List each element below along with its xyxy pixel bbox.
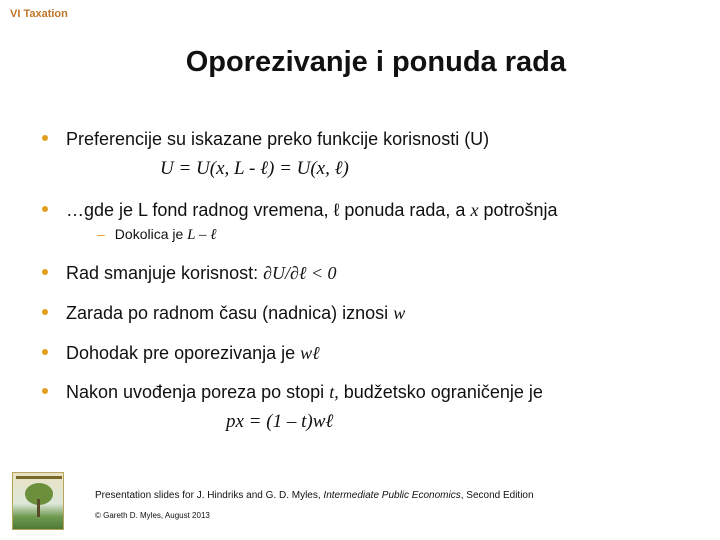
bullet-text-end: budžetsko ograničenje je xyxy=(343,382,543,402)
bullet-var: w xyxy=(393,303,406,323)
bullet-wage xyxy=(42,302,710,324)
bullet-budget xyxy=(42,381,710,403)
footer-text: Presentation slides for J. Hindriks and G. D. Myles, xyxy=(95,490,321,501)
bullet-dot-icon xyxy=(42,388,48,394)
sub-math: L – ℓ xyxy=(187,227,217,243)
bullet-dot-icon xyxy=(42,135,48,141)
bullet-text-end: potrošnja xyxy=(483,200,558,220)
sub-bullet-leisure xyxy=(97,226,217,244)
sub-dash: – xyxy=(97,226,105,242)
equation-text: U = U(x, L - ℓ) = U(x, ℓ) xyxy=(160,158,349,179)
bullet-text: Rad smanjuje korisnost: xyxy=(66,263,259,283)
bullet-var: t, xyxy=(329,382,339,402)
bullet-text: Nakon uvođenja poreza po stopi xyxy=(66,382,325,402)
sub-text: Dokolica je xyxy=(114,226,184,242)
footer-edition: , Second Edition xyxy=(460,490,534,501)
equation-text: px = (1 – t)wℓ xyxy=(226,411,334,432)
footer-citation xyxy=(95,490,534,501)
bullet-definitions xyxy=(42,199,710,221)
bullet-text: Preferencije su iskazane preko funkcije korisnosti (U) xyxy=(66,129,490,149)
slide-title: Oporezivanje i ponuda rada xyxy=(185,46,566,78)
book-cover-image xyxy=(12,472,64,530)
bullet-dot-icon xyxy=(42,309,48,315)
bullet-text: Dohodak pre oporezivanja je xyxy=(66,343,296,363)
budget-equation xyxy=(226,411,333,433)
tree-trunk xyxy=(37,499,40,517)
bullet-preferences xyxy=(42,128,710,150)
bullet-var: wℓ xyxy=(300,343,320,363)
bullet-disutility xyxy=(42,262,710,284)
bullet-income xyxy=(42,342,710,364)
bullet-text: …gde je L fond radnog vremena, ℓ ponuda rada, a xyxy=(66,200,466,220)
section-label: VI Taxation xyxy=(10,8,68,20)
bullet-dot-icon xyxy=(42,349,48,355)
footer-copyright: © Gareth D. Myles, August 2013 xyxy=(95,511,210,520)
bullet-math: ∂U/∂ℓ < 0 xyxy=(263,263,337,283)
utility-equation xyxy=(160,158,349,180)
bullet-var: x xyxy=(470,200,479,220)
cover-title-bar xyxy=(16,476,62,479)
bullet-text: Zarada po radnom času (nadnica) iznosi xyxy=(66,303,389,323)
footer-book-title: Intermediate Public Economics xyxy=(323,490,461,501)
bullet-dot-icon xyxy=(42,206,48,212)
bullet-dot-icon xyxy=(42,269,48,275)
